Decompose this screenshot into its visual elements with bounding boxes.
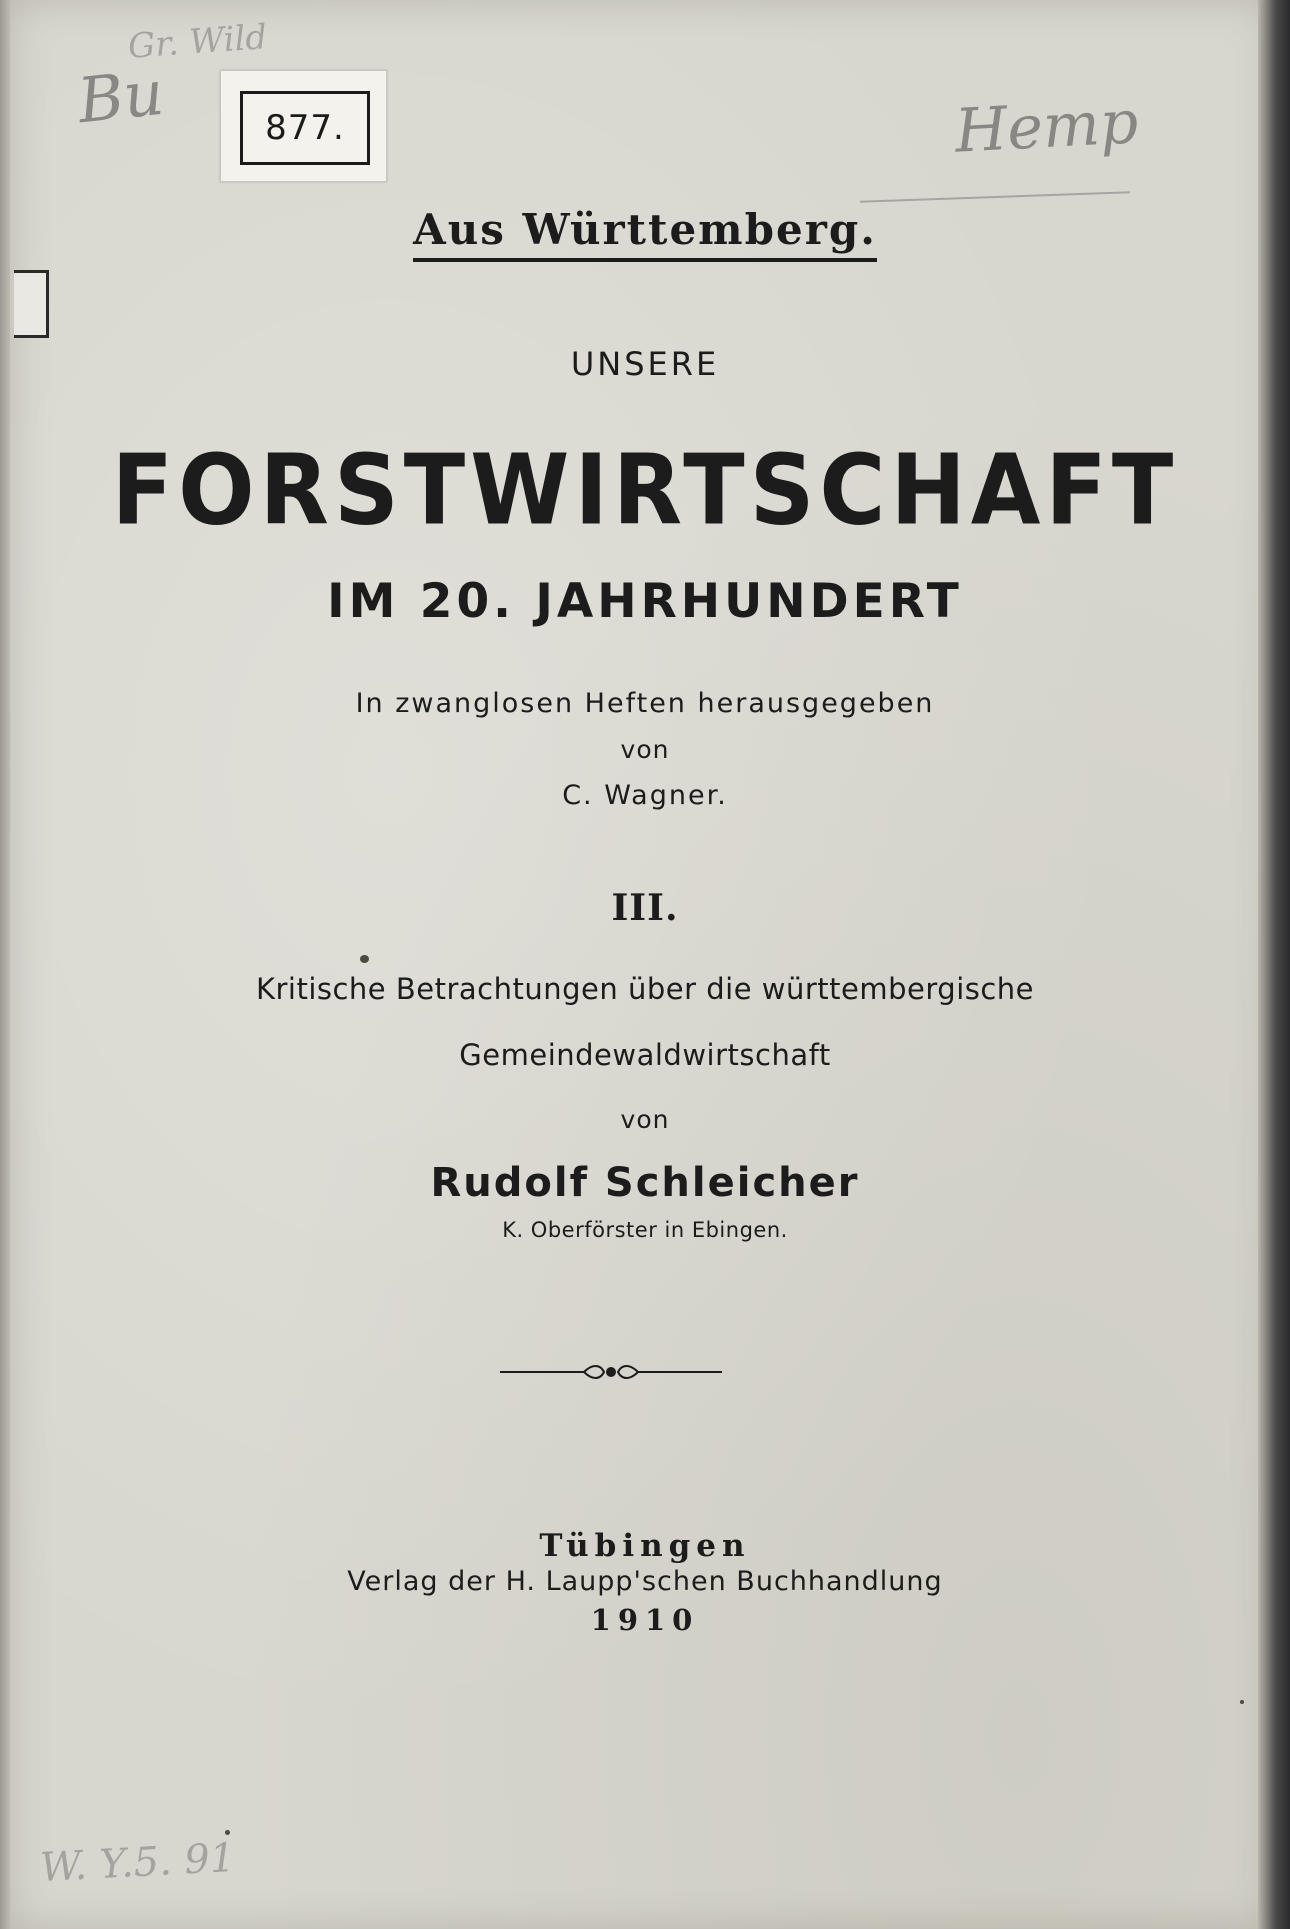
ornament-divider-icon	[500, 1360, 722, 1384]
volume-number: III.	[611, 887, 679, 929]
pencil-annotation-top-right: Hemp	[953, 87, 1140, 167]
editor-name: C. Wagner.	[562, 780, 728, 811]
series-heading	[0, 205, 1290, 262]
work-title-line1: Kritische Betrachtungen über die württembergische	[255, 972, 1035, 1006]
pencil-annotation-top-left: Bu	[74, 55, 168, 138]
subtitle: IM 20. JAHRHUNDERT	[327, 574, 963, 629]
paper-speck	[1240, 1700, 1244, 1704]
pencil-annotation-small: Gr. Wild	[126, 17, 269, 67]
author-affiliation: K. Oberförster in Ebingen.	[502, 1218, 788, 1242]
book-cover	[10, 0, 1272, 1929]
editor-von: von	[620, 735, 670, 764]
publication-year: 1910	[590, 1603, 700, 1637]
pre-title: UNSERE	[570, 345, 720, 383]
work-title-line2: Gemeindewaldwirtschaft	[459, 1038, 831, 1072]
publication-place: Tübingen	[539, 1528, 751, 1564]
paper-speck	[360, 955, 369, 963]
author-name: Rudolf Schleicher	[430, 1160, 860, 1206]
publisher: Verlag der H. Laupp'schen Buchhandlung	[347, 1566, 943, 1597]
pencil-annotation-bottom-left: W. Y.5. 91	[38, 1834, 237, 1892]
author-von: von	[620, 1105, 670, 1134]
call-number-label	[220, 70, 387, 182]
editor-line: In zwanglosen Heften herausgegeben	[355, 688, 935, 719]
spine-tab	[14, 270, 49, 338]
main-title: FORSTWIRTSCHAFT	[111, 433, 1179, 548]
series-title: Aus Württemberg.	[413, 205, 877, 262]
paper-speck	[225, 1830, 230, 1835]
cover-right-edge	[1258, 0, 1290, 1929]
call-number: 877.	[240, 91, 370, 165]
